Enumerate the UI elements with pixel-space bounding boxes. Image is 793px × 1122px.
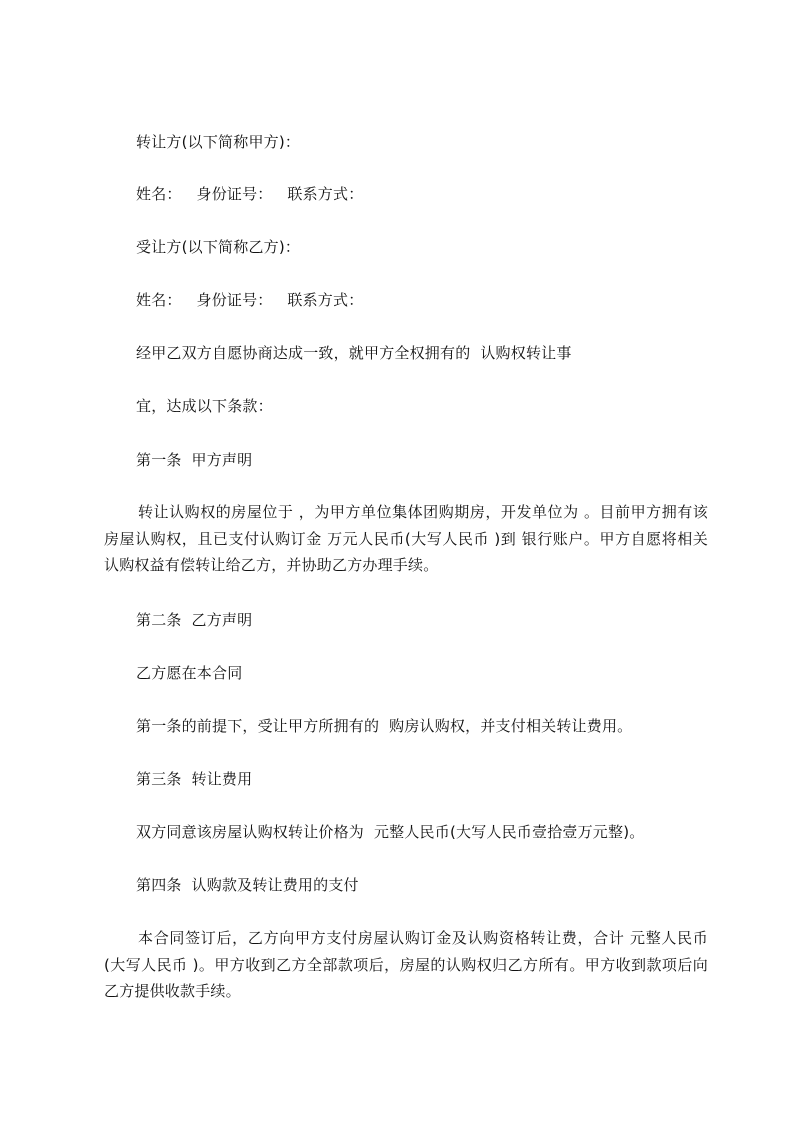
article-3-title: 第三条 转让费用 — [136, 770, 253, 788]
transferee-fields: 姓名： 身份证号： 联系方式： — [136, 291, 364, 309]
article-4-body: 本合同签订后，乙方向甲方支付房屋认购订金及认购资格转让费，合计 元整人民币(大写人民币 )。甲方收到乙方全部款项后，房屋的认购权归乙方所有。甲方收到款项后向乙方提供收款手续。 — [104, 929, 708, 1000]
transferor-fields: 姓名： 身份证号： 联系方式： — [136, 185, 364, 203]
article-1-title: 第一条 甲方声明 — [136, 451, 253, 469]
article-2-line-1: 乙方愿在本合同 — [136, 664, 243, 682]
article-4-title: 第四条 认购款及转让费用的支付 — [136, 876, 359, 894]
preamble-line-1: 经甲乙双方自愿协商达成一致，就甲方全权拥有的 认购权转让事 — [136, 344, 572, 362]
article-2-title: 第二条 乙方声明 — [136, 611, 253, 629]
transferee-heading: 受让方(以下简称乙方)： — [136, 238, 301, 256]
transferor-heading: 转让方(以下简称甲方)： — [136, 133, 301, 151]
article-3-body: 双方同意该房屋认购权转让价格为 元整人民币(大写人民币壹拾壹万元整)。 — [136, 823, 645, 841]
article-2-line-2: 第一条的前提下，受让甲方所拥有的 购房认购权，并支付相关转让费用。 — [136, 717, 633, 735]
article-1-body: 转让认购权的房屋位于 ，为甲方单位集体团购期房，开发单位为 。目前甲方拥有该房屋认购权，且已支付认购订金 万元人民币(大写人民币 )到 银行账户。甲方自愿将相关认购权益有偿转让给乙方，并协助乙方办理手续。 — [104, 503, 708, 574]
preamble-line-2: 宜，达成以下条款： — [136, 397, 273, 415]
